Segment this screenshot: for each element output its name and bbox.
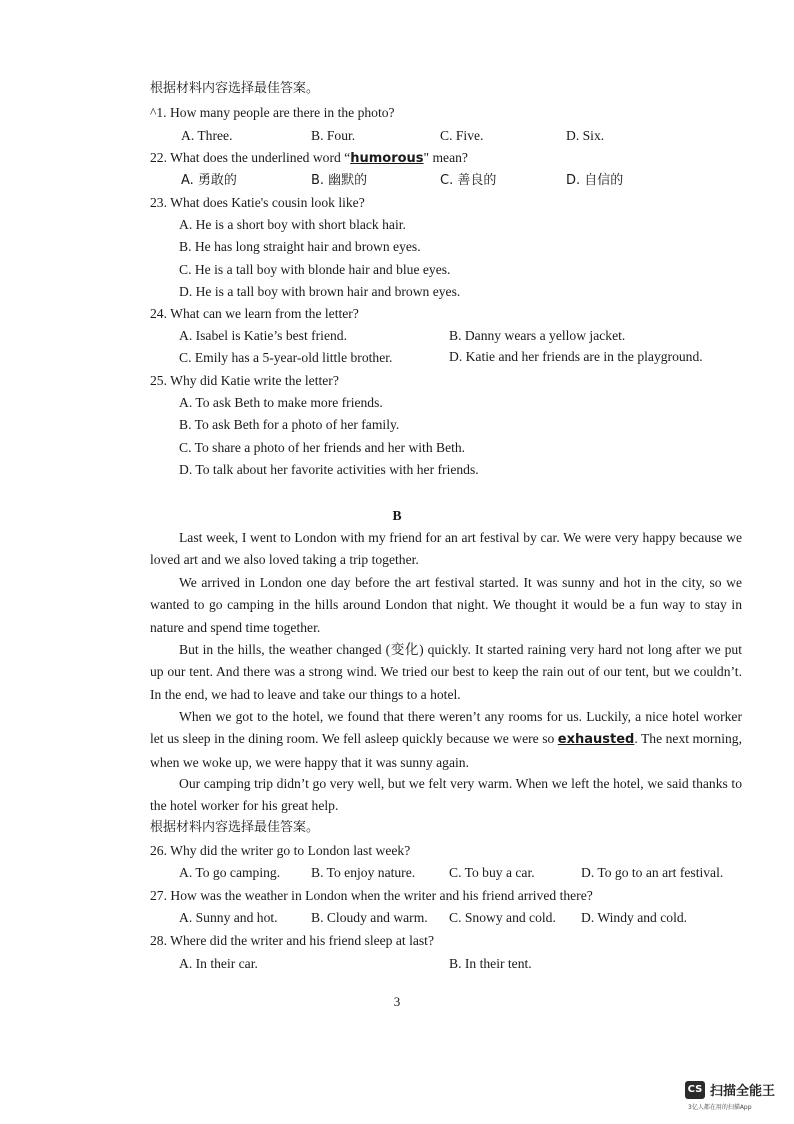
q22-option-c: C. 善良的 bbox=[440, 173, 497, 188]
q23-option-d: D. He is a tall boy with brown hair and brown eyes. bbox=[179, 284, 461, 299]
underlined-word-exhausted: exhausted bbox=[557, 732, 635, 748]
page-number: 3 bbox=[393, 994, 401, 1009]
question-21-stem: ^1. How many people are there in the photo? bbox=[150, 105, 395, 120]
q21-option-b: B. Four. bbox=[311, 128, 356, 143]
q25-option-d: D. To talk about her favorite activities with her friends. bbox=[179, 462, 479, 477]
q28-option-a: A. In their car. bbox=[179, 956, 258, 971]
question-24-stem: 24. What can we learn from the letter? bbox=[150, 306, 359, 321]
scanner-watermark bbox=[685, 1080, 775, 1099]
q23-option-b: B. He has long straight hair and brown eyes. bbox=[179, 239, 421, 254]
passage-paragraph-5: Our camping trip didn’t go very well, but we felt very warm. When we left the hotel, we said thanks to the hotel worker for his great help. bbox=[150, 776, 742, 814]
q25-option-a: A. To ask Beth to make more friends. bbox=[179, 395, 383, 410]
passage-paragraph-2: We arrived in London one day before the art festival started. It was sunny and hot in the city, so we wanted to go camping in the hills around London that night. We thought it would be a fun way to stay in nature and spend time together. bbox=[150, 575, 742, 635]
q24-option-a: A. Isabel is Katie’s best friend. bbox=[179, 328, 347, 343]
q27-option-c: C. Snowy and cold. bbox=[449, 910, 556, 925]
passage-paragraph-3: But in the hills, the weather changed (变化) quickly. It started raining very hard not long after we put up our tent. And there was a strong wind. We tried our best to keep the rain out of our tent, but we couldn’t. In the end, we had to leave and take our things to a hotel. bbox=[150, 642, 742, 702]
q22-option-b: B. 幽默的 bbox=[311, 173, 368, 188]
q26-option-b: B. To enjoy nature. bbox=[311, 865, 416, 880]
q27-option-d: D. Windy and cold. bbox=[581, 910, 688, 925]
q25-option-c: C. To share a photo of her friends and her with Beth. bbox=[179, 440, 466, 455]
q23-option-c: C. He is a tall boy with blonde hair and blue eyes. bbox=[179, 262, 451, 277]
question-22-stem: 22. What does the underlined word “humorous" mean? bbox=[150, 150, 468, 166]
q27-option-a: A. Sunny and hot. bbox=[179, 910, 278, 925]
q21-option-c: C. Five. bbox=[440, 128, 484, 143]
q23-option-a: A. He is a short boy with short black hair. bbox=[179, 217, 406, 232]
q25-option-b: B. To ask Beth for a photo of her family. bbox=[179, 417, 400, 432]
q24-option-c: C. Emily has a 5-year-old little brother. bbox=[179, 350, 393, 365]
q26-option-d: D. To go to an art festival. bbox=[581, 865, 724, 880]
q26-option-c: C. To buy a car. bbox=[449, 865, 535, 880]
passage-paragraph-1: Last week, I went to London with my friend for an art festival by car. We were very happy because we loved art and we also loved taking a trip together. bbox=[150, 530, 742, 568]
section-b-heading: B bbox=[392, 508, 402, 523]
question-23-stem: 23. What does Katie's cousin look like? bbox=[150, 195, 365, 210]
scanner-app-name: 扫描全能王 bbox=[710, 1084, 776, 1099]
q21-option-a: A. Three. bbox=[181, 128, 233, 143]
scanner-tagline: 3亿人都在用的扫描App bbox=[688, 1104, 752, 1111]
camscanner-logo-icon: CS bbox=[685, 1081, 705, 1099]
q28-option-b: B. In their tent. bbox=[449, 956, 532, 971]
question-28-stem: 28. Where did the writer and his friend sleep at last? bbox=[150, 933, 434, 948]
q24-option-b: B. Danny wears a yellow jacket. bbox=[449, 328, 626, 343]
q24-option-d: D. Katie and her friends are in the playground. bbox=[449, 349, 703, 364]
passage-paragraph-4: When we got to the hotel, we found that there weren’t any rooms for us. Luckily, a nice hotel worker let us sleep in the dining room. We fell asleep quickly because we were so exhausted. The next morning, when we woke up, we were happy that it was sunny again. bbox=[150, 709, 742, 770]
question-27-stem: 27. How was the weather in London when the writer and his friend arrived there? bbox=[150, 888, 593, 903]
question-25-stem: 25. Why did Katie write the letter? bbox=[150, 373, 339, 388]
q22-option-a: A. 勇敢的 bbox=[181, 173, 237, 188]
question-26-stem: 26. Why did the writer go to London last week? bbox=[150, 843, 411, 858]
q26-option-a: A. To go camping. bbox=[179, 865, 281, 880]
q27-option-b: B. Cloudy and warm. bbox=[311, 910, 428, 925]
section-a-instruction: 根据材料内容选择最佳答案。 bbox=[150, 81, 320, 96]
q21-option-d: D. Six. bbox=[566, 128, 605, 143]
underlined-word-humorous: humorous bbox=[350, 151, 424, 166]
section-b-instruction: 根据材料内容选择最佳答案。 bbox=[150, 820, 320, 835]
q22-option-d: D. 自信的 bbox=[566, 173, 624, 188]
